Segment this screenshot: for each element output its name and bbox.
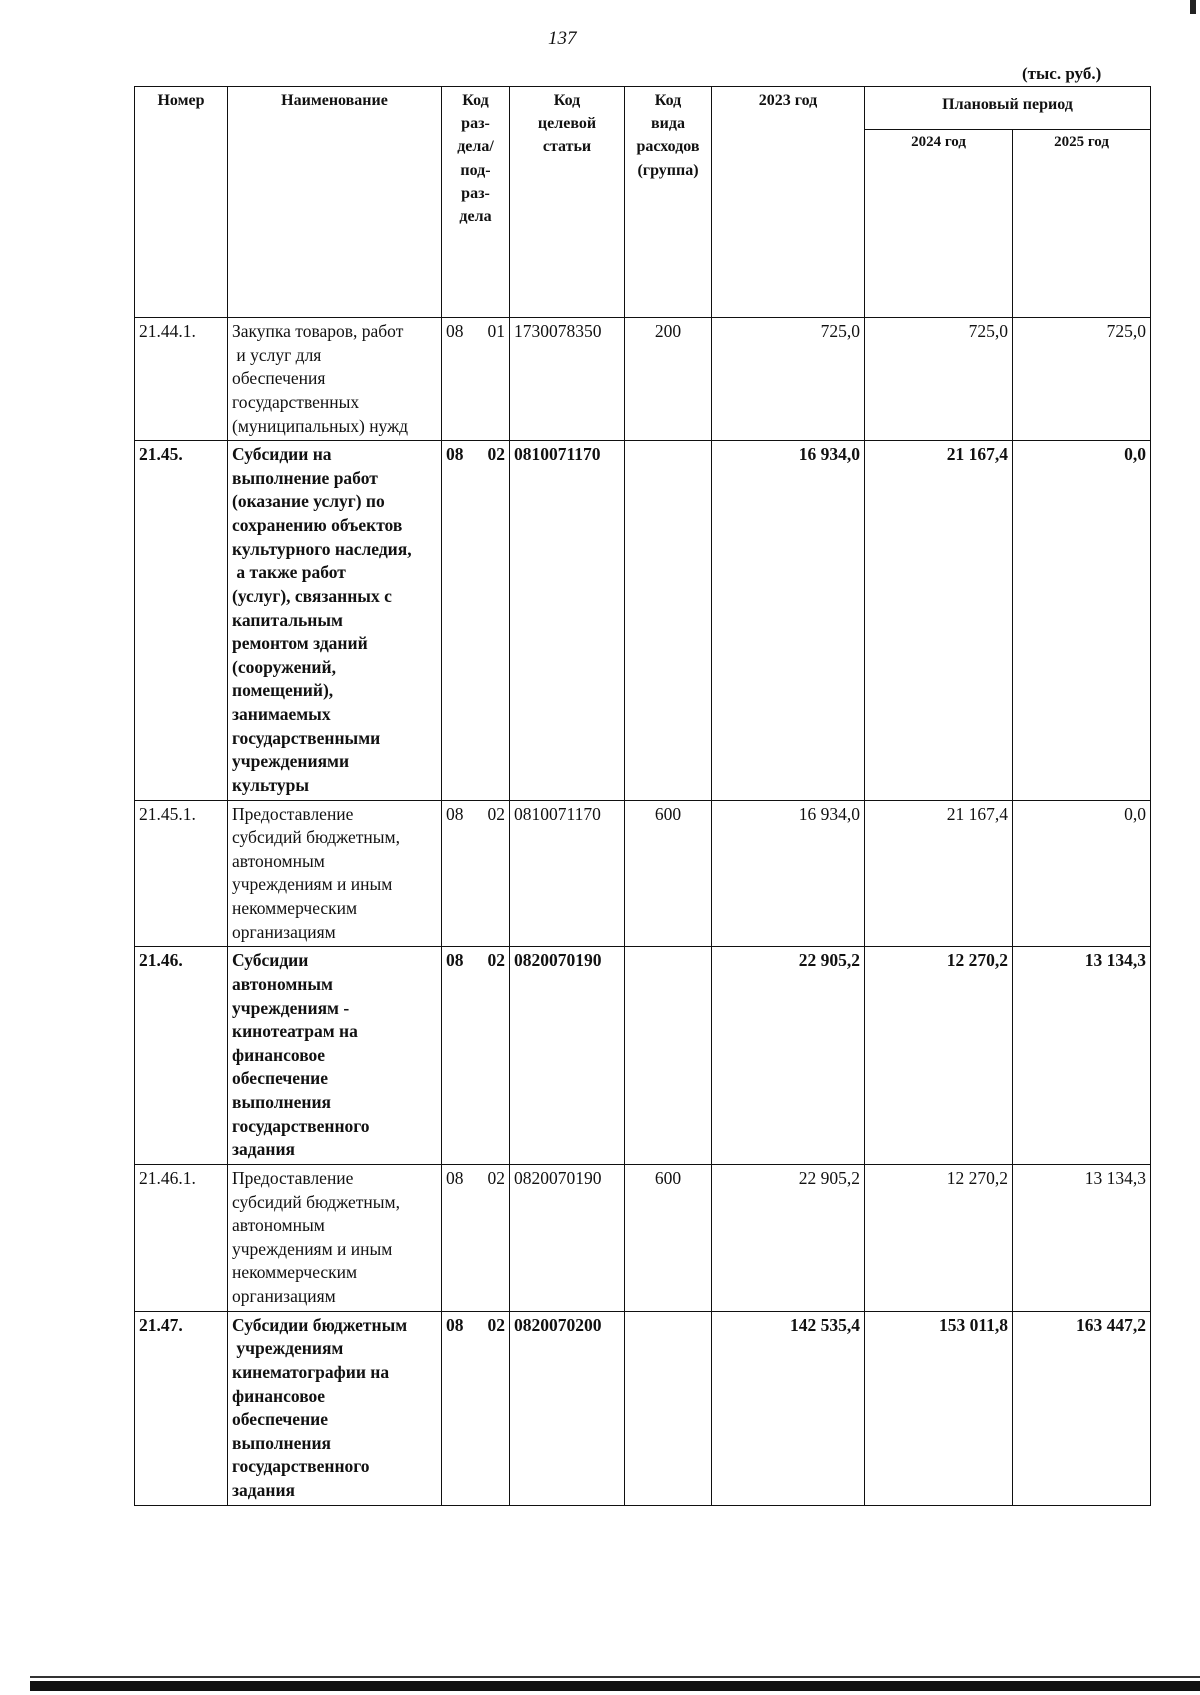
- header-section-line: раз-: [461, 184, 490, 202]
- row-razdel: 08: [446, 1314, 464, 1335]
- row-name-line: капитальным: [232, 609, 343, 630]
- header-section-line: дела: [459, 207, 492, 225]
- row-name-line: субсидий бюджетным,: [232, 827, 400, 848]
- header-2024: 2024 год: [865, 130, 1013, 318]
- row-podrazdel: 02: [487, 950, 505, 971]
- row-2023: 16 934,0: [712, 800, 865, 947]
- row-number: 21.45.1.: [135, 800, 228, 947]
- row-number: 21.44.1.: [135, 318, 228, 441]
- row-name: [228, 318, 442, 441]
- row-expense-code: [625, 1311, 712, 1505]
- row-podrazdel: 01: [487, 321, 505, 341]
- row-name-line: учреждениям -: [232, 997, 350, 1018]
- row-podrazdel: 02: [487, 803, 505, 824]
- row-name-line: Субсидии бюджетным: [232, 1314, 408, 1335]
- row-name-line: выполнения: [232, 1432, 332, 1453]
- row-name-line: организациям: [232, 1286, 336, 1306]
- row-name-line: ремонтом зданий: [232, 633, 368, 654]
- row-name-line: некоммерческим: [232, 898, 358, 918]
- header-target-line: статьи: [542, 138, 592, 156]
- row-name-line: организациям: [232, 921, 336, 942]
- row-name: [228, 1311, 442, 1505]
- row-name-line: и услуг для: [232, 344, 322, 365]
- row-number: 21.46.: [135, 947, 228, 1165]
- row-2025: 725,0: [1013, 318, 1151, 441]
- row-section-code: [442, 947, 510, 1165]
- row-name-line: культурного наследия,: [232, 538, 412, 559]
- header-2023: 2023 год: [712, 87, 865, 318]
- row-name-line: Предоставление: [232, 803, 354, 824]
- row-name: [228, 441, 442, 800]
- row-name-line: Закупка товаров, работ: [232, 321, 404, 341]
- row-name-line: помещений),: [232, 680, 334, 701]
- budget-table: [134, 86, 1151, 1506]
- table-row: [135, 318, 1151, 441]
- row-2023: 725,0: [712, 318, 865, 441]
- row-name-line: государственных: [232, 391, 360, 412]
- row-podrazdel: 02: [487, 444, 505, 465]
- header-section-code: [442, 87, 510, 318]
- row-2025: 13 134,3: [1013, 1164, 1151, 1311]
- header-section-line: Код: [462, 92, 489, 109]
- row-podrazdel: 02: [487, 1167, 505, 1188]
- row-name-line: субсидий бюджетным,: [232, 1191, 400, 1212]
- row-razdel: 08: [446, 803, 464, 824]
- row-2025: 0,0: [1013, 800, 1151, 947]
- table-row: [135, 441, 1151, 800]
- row-razdel: 08: [446, 321, 464, 341]
- row-name-line: автономным: [232, 850, 325, 871]
- row-2024: 21 167,4: [865, 441, 1013, 800]
- row-name: [228, 947, 442, 1165]
- header-name: Наименование: [228, 87, 442, 318]
- row-section-code: [442, 441, 510, 800]
- row-number: 21.46.1.: [135, 1164, 228, 1311]
- table-row: [135, 1311, 1151, 1505]
- row-name-line: задания: [232, 1139, 296, 1160]
- header-expense-line: расходов: [636, 138, 700, 156]
- row-name-line: Субсидии: [232, 950, 309, 971]
- row-name-line: (оказание услуг) по: [232, 491, 385, 512]
- header-expense-line: Код: [654, 92, 682, 109]
- row-name-line: задания: [232, 1480, 296, 1500]
- row-name-line: а также работ: [232, 562, 346, 583]
- row-name-line: Субсидии на: [232, 444, 332, 465]
- row-section-code: [442, 1164, 510, 1311]
- row-name: [228, 1164, 442, 1311]
- row-number: 21.47.: [135, 1311, 228, 1505]
- row-name-line: кинематографии на: [232, 1361, 390, 1382]
- row-name-line: учреждениям и иным: [232, 874, 393, 895]
- table-row: [135, 1164, 1151, 1311]
- header-2025: 2025 год: [1013, 130, 1151, 318]
- row-name-line: кинотеатрам на: [232, 1021, 358, 1042]
- row-name-line: некоммерческим: [232, 1262, 358, 1283]
- row-target-code: 0810071170: [510, 441, 625, 800]
- header-target-code: [510, 87, 625, 318]
- row-2023: 22 905,2: [712, 1164, 865, 1311]
- row-expense-code: 600: [625, 800, 712, 947]
- row-number: 21.45.: [135, 441, 228, 800]
- row-2024: 725,0: [865, 318, 1013, 441]
- table-row: [135, 800, 1151, 947]
- row-2024: 12 270,2: [865, 947, 1013, 1165]
- row-target-code: 1730078350: [510, 318, 625, 441]
- row-name-line: (услуг), связанных с: [232, 585, 392, 606]
- row-2024: 12 270,2: [865, 1164, 1013, 1311]
- header-section-line: раз-: [461, 115, 490, 133]
- table-row: [135, 947, 1151, 1165]
- header-expense-code: [625, 87, 712, 318]
- header-section-line: под-: [460, 161, 491, 179]
- row-razdel: 08: [446, 1167, 464, 1188]
- row-razdel: 08: [446, 950, 464, 971]
- row-name-line: обеспечение: [232, 1068, 329, 1089]
- units-label: (тыс. руб.): [1022, 64, 1102, 83]
- row-expense-code: 200: [625, 318, 712, 441]
- row-name: [228, 800, 442, 947]
- row-name-line: финансовое: [232, 1385, 326, 1406]
- row-name-line: обеспечение: [232, 1409, 329, 1430]
- scan-mark: [1190, 0, 1196, 14]
- row-name-line: учреждениям: [232, 1338, 344, 1359]
- header-planned-period: Плановый период: [865, 87, 1151, 130]
- header-expense-line: (группа): [637, 161, 699, 179]
- row-name-line: обеспечения: [232, 368, 326, 389]
- row-expense-code: [625, 441, 712, 800]
- row-expense-code: [625, 947, 712, 1165]
- row-expense-code: 600: [625, 1164, 712, 1311]
- row-2024: 153 011,8: [865, 1311, 1013, 1505]
- row-name-line: государственными: [232, 727, 381, 748]
- row-2025: 0,0: [1013, 441, 1151, 800]
- row-target-code: 0820070190: [510, 947, 625, 1165]
- row-2023: 142 535,4: [712, 1311, 865, 1505]
- row-2025: 163 447,2: [1013, 1311, 1151, 1505]
- row-2023: 16 934,0: [712, 441, 865, 800]
- header-expense-line: вида: [651, 115, 685, 133]
- row-name-line: выполнения: [232, 1092, 332, 1112]
- header-target-line: целевой: [537, 115, 597, 133]
- row-2024: 21 167,4: [865, 800, 1013, 947]
- row-2025: 13 134,3: [1013, 947, 1151, 1165]
- bottom-rule-thin: [30, 1676, 1200, 1678]
- row-name-line: культуры: [232, 774, 310, 795]
- row-name-line: сохранению объектов: [232, 515, 403, 535]
- row-razdel: 08: [446, 444, 464, 465]
- row-name-line: автономным: [232, 973, 333, 994]
- row-name-line: государственного: [232, 1115, 370, 1136]
- row-name-line: государственного: [232, 1456, 370, 1477]
- row-name-line: занимаемых: [232, 704, 331, 724]
- page-number: 137: [548, 28, 577, 49]
- header-target-line: Код: [553, 92, 581, 109]
- row-target-code: 0810071170: [510, 800, 625, 947]
- row-name-line: финансовое: [232, 1044, 326, 1065]
- row-name-line: Предоставление: [232, 1167, 354, 1188]
- header-section-line: дела/: [457, 138, 494, 156]
- row-name-line: автономным: [232, 1215, 325, 1236]
- row-name-line: выполнение работ: [232, 467, 378, 488]
- bottom-rule: [30, 1681, 1200, 1691]
- row-section-code: [442, 800, 510, 947]
- row-name-line: (муниципальных) нужд: [232, 415, 409, 436]
- row-name-line: учреждениям и иным: [232, 1238, 393, 1259]
- row-section-code: [442, 1311, 510, 1505]
- header-number: Номер: [135, 87, 228, 318]
- row-2023: 22 905,2: [712, 947, 865, 1165]
- row-target-code: 0820070190: [510, 1164, 625, 1311]
- row-name-line: (сооружений,: [232, 656, 336, 677]
- row-name-line: учреждениями: [232, 751, 350, 772]
- row-target-code: 0820070200: [510, 1311, 625, 1505]
- row-section-code: [442, 318, 510, 441]
- row-podrazdel: 02: [487, 1314, 505, 1335]
